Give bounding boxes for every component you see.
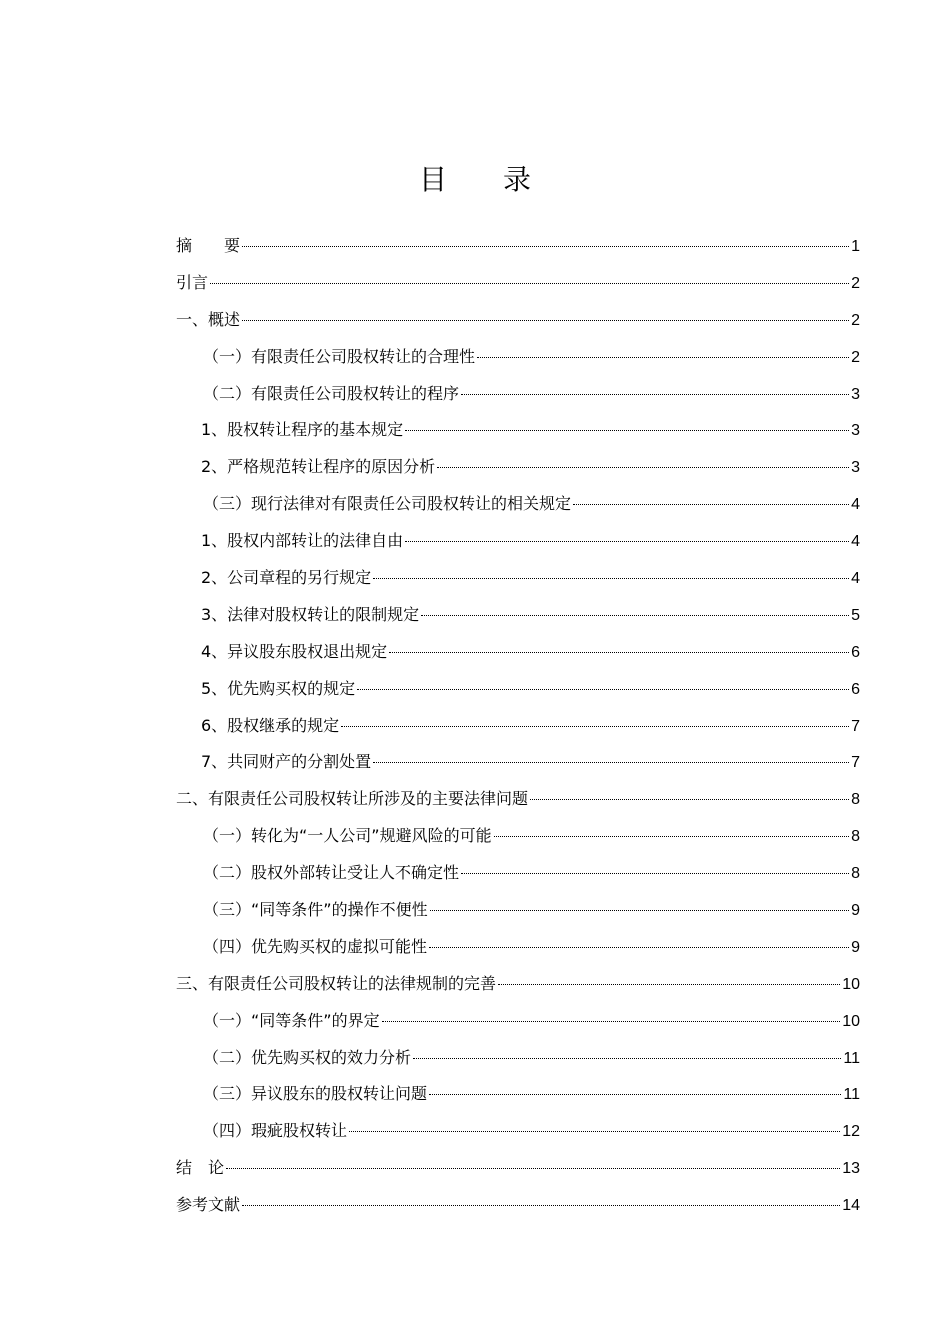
dot-leader xyxy=(461,873,849,874)
toc-entry[interactable] xyxy=(176,634,860,671)
toc-entry[interactable] xyxy=(176,671,860,708)
dot-leader xyxy=(430,910,850,911)
toc-entry-title: （三）现行法律对有限责任公司股权转让的相关规定 xyxy=(203,494,572,514)
toc-page-number: 1 xyxy=(851,238,860,255)
toc-entry[interactable] xyxy=(176,597,860,634)
toc-entry-title: 参考文献 xyxy=(176,1195,241,1215)
toc-entry[interactable] xyxy=(176,1150,860,1187)
dot-leader xyxy=(437,467,849,468)
toc-entry[interactable] xyxy=(176,523,860,560)
toc-entry[interactable] xyxy=(176,818,860,855)
toc-entry-title: （二）股权外部转让受让人不确定性 xyxy=(203,863,460,883)
dot-leader xyxy=(210,283,849,284)
toc-entry-title: 二、有限责任公司股权转让所涉及的主要法律问题 xyxy=(176,789,529,809)
toc-entry[interactable] xyxy=(176,412,860,449)
toc-entry-title: 7、共同财产的分割处置 xyxy=(201,752,372,772)
dot-leader xyxy=(405,430,849,431)
toc-entry-title: 摘 要 xyxy=(176,236,241,255)
toc-page-number: 10 xyxy=(842,975,860,993)
dot-leader xyxy=(429,947,849,948)
toc-entry[interactable] xyxy=(176,560,860,597)
dot-leader xyxy=(242,320,849,321)
toc-entry-title: （二）优先购买权的效力分析 xyxy=(203,1047,412,1067)
toc-page-number: 2 xyxy=(851,311,860,329)
toc-entry-title: （一）有限责任公司股权转让的合理性 xyxy=(203,346,476,366)
toc-entry[interactable] xyxy=(176,708,860,745)
toc-entry-title: （四）优先购买权的虚拟可能性 xyxy=(203,936,428,956)
table-of-contents xyxy=(176,228,860,1224)
toc-entry-title: 2、公司章程的另行规定 xyxy=(201,568,372,588)
toc-page-number: 6 xyxy=(851,643,860,661)
toc-page-number: 4 xyxy=(851,496,860,514)
dot-leader xyxy=(373,762,849,763)
toc-entry[interactable] xyxy=(176,966,860,1003)
dot-leader xyxy=(421,615,849,616)
toc-entry[interactable] xyxy=(176,302,860,339)
dot-leader xyxy=(389,652,849,653)
toc-entry[interactable] xyxy=(176,486,860,523)
toc-entry-title: （二）有限责任公司股权转让的程序 xyxy=(203,383,460,403)
dot-leader xyxy=(573,504,849,505)
toc-entry-title: 结 论 xyxy=(176,1158,225,1178)
toc-entry-title: （三）“同等条件”的操作不便性 xyxy=(203,900,428,920)
toc-page-number: 8 xyxy=(851,865,860,883)
toc-entry-title: 3、法律对股权转让的限制规定 xyxy=(201,604,420,624)
toc-entry-title: 4、异议股东股权退出规定 xyxy=(201,641,388,661)
toc-page-number: 3 xyxy=(851,459,860,477)
dot-leader xyxy=(373,578,849,579)
dot-leader xyxy=(382,1021,841,1022)
dot-leader xyxy=(226,1168,840,1169)
toc-entry-title: （四）瑕疵股权转让 xyxy=(203,1121,348,1141)
toc-entry[interactable] xyxy=(176,781,860,818)
toc-entry-title: 6、股权继承的规定 xyxy=(201,715,340,735)
toc-page-number: 9 xyxy=(851,938,860,956)
toc-page-number: 4 xyxy=(851,533,860,551)
dot-leader xyxy=(357,689,849,690)
dot-leader xyxy=(530,799,849,800)
page-title: 目 录 xyxy=(418,163,531,196)
toc-entry-title: 一、概述 xyxy=(176,309,241,329)
dot-leader xyxy=(477,357,849,358)
toc-page-number: 2 xyxy=(851,348,860,366)
toc-page-number: 6 xyxy=(851,680,860,698)
toc-page-number: 2 xyxy=(851,274,860,292)
dot-leader xyxy=(341,726,849,727)
toc-entry-title: （三）异议股东的股权转让问题 xyxy=(203,1084,428,1104)
toc-page-number: 9 xyxy=(851,902,860,920)
dot-leader xyxy=(494,836,850,837)
toc-page-number: 7 xyxy=(851,717,860,735)
toc-entry[interactable] xyxy=(176,1113,860,1150)
toc-entry-title: 2、严格规范转让程序的原因分析 xyxy=(201,457,436,477)
toc-entry[interactable] xyxy=(176,449,860,486)
dot-leader xyxy=(413,1058,841,1059)
toc-entry[interactable] xyxy=(176,744,860,781)
toc-entry-title: 5、优先购买权的规定 xyxy=(201,678,356,698)
toc-page-number: 12 xyxy=(842,1123,860,1141)
toc-entry[interactable] xyxy=(176,339,860,376)
toc-entry[interactable] xyxy=(176,376,860,413)
toc-page-number: 8 xyxy=(851,791,860,809)
toc-entry-title: 1、股权转让程序的基本规定 xyxy=(201,420,404,440)
toc-entry[interactable] xyxy=(176,929,860,966)
toc-page-number: 14 xyxy=(842,1197,860,1215)
dot-leader xyxy=(242,1205,840,1206)
toc-entry[interactable] xyxy=(176,228,860,265)
toc-page-number: 13 xyxy=(842,1160,860,1178)
toc-entry-title: （一）转化为“一人公司”规避风险的可能 xyxy=(203,826,492,846)
toc-page-number: 8 xyxy=(851,828,860,846)
toc-page-number: 3 xyxy=(851,422,860,440)
toc-entry-title: 1、股权内部转让的法律自由 xyxy=(201,531,404,551)
toc-page-number: 11 xyxy=(843,1086,860,1104)
toc-entry[interactable] xyxy=(176,265,860,302)
toc-entry[interactable] xyxy=(176,1003,860,1040)
dot-leader xyxy=(498,984,840,985)
dot-leader xyxy=(429,1094,841,1095)
dot-leader xyxy=(461,394,849,395)
toc-entry-title: （一）“同等条件”的界定 xyxy=(203,1010,380,1030)
toc-entry[interactable] xyxy=(176,855,860,892)
toc-entry-title: 三、有限责任公司股权转让的法律规制的完善 xyxy=(176,973,497,993)
toc-page-number: 5 xyxy=(851,606,860,624)
toc-page-number: 11 xyxy=(843,1049,860,1067)
dot-leader xyxy=(242,246,849,247)
toc-entry[interactable] xyxy=(176,1076,860,1113)
toc-entry[interactable] xyxy=(176,1040,860,1077)
toc-page-number: 4 xyxy=(851,570,860,588)
toc-entry-title: 引言 xyxy=(176,272,209,292)
toc-page-number: 7 xyxy=(851,754,860,772)
dot-leader xyxy=(349,1131,840,1132)
dot-leader xyxy=(405,541,849,542)
toc-page-number: 10 xyxy=(842,1012,860,1030)
toc-page-number: 3 xyxy=(851,385,860,403)
toc-entry[interactable] xyxy=(176,1187,860,1224)
toc-entry[interactable] xyxy=(176,892,860,929)
